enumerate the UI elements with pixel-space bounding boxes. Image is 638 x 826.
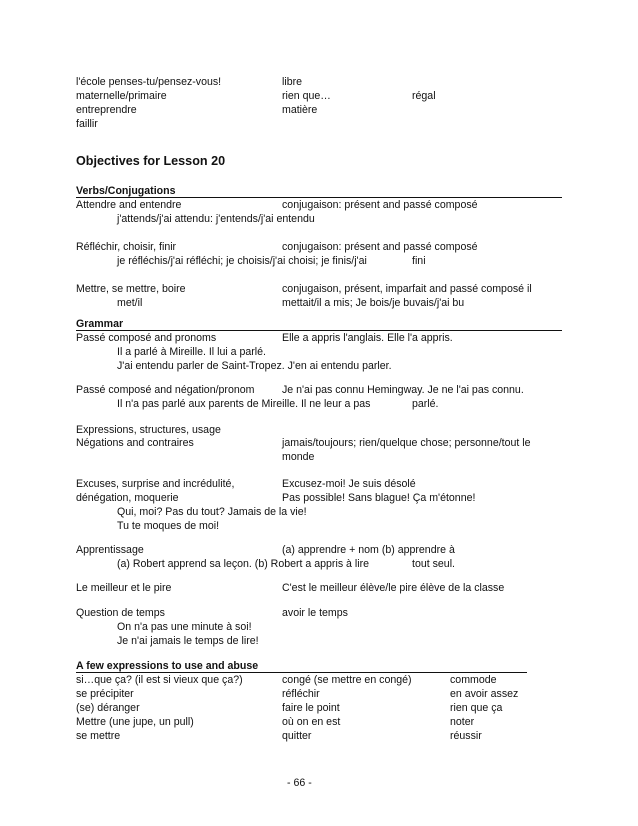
vocab-col1-r4: faillir [76,118,98,130]
verb-2-example-end: fini [412,255,426,267]
grammar-5-topic-2: dénégation, moquerie [76,492,179,504]
grammar-2-topic: Passé composé and négation/pronom [76,384,255,396]
grammar-6-detail: (a) apprendre + nom (b) apprendre à [282,544,455,556]
expression-col1: se mettre [76,730,121,742]
grammar-1-example-2: J'ai entendu parler de Saint-Tropez. J'en ai entendu parler. [117,360,392,372]
vocab-col2-r1: libre [282,76,303,88]
expressions-heading-rule [76,672,527,673]
expression-col3: réussir [450,730,482,742]
grammar-1-detail: Elle a appris l'anglais. Elle l'a appris. [282,332,453,344]
grammar-2-detail: Je n'ai pas connu Hemingway. Je ne l'ai pas connu. [282,384,524,396]
vocab-col1-r1: l'école penses-tu/pensez-vous! [76,76,222,88]
vocab-col2-r2: rien que… [282,90,331,102]
grammar-6-example-end: tout seul. [412,558,455,570]
verb-3-example-end: mettait/il a mis; Je bois/je buvais/j'ai bu [282,297,465,309]
expression-col1: si…que ça? (il est si vieux que ça?) [76,674,243,686]
verbs-heading: Verbs/Conjugations [76,185,176,197]
verb-2-detail: conjugaison: présent and passé composé [282,241,478,253]
grammar-2-example-end: parlé. [412,398,439,410]
grammar-1-example-1: Il a parlé à Mireille. Il lui a parlé. [117,346,266,358]
expression-col1: se précipiter [76,688,134,700]
verb-1-example: j'attends/j'ai attendu: j'entends/j'ai entendu [117,213,315,225]
vocab-col1-r3: entreprendre [76,104,137,116]
expressions-heading: A few expressions to use and abuse [76,660,259,672]
grammar-7-detail: C'est le meilleur élève/le pire élève de la classe [282,582,505,594]
expression-col1: Mettre (une jupe, un pull) [76,716,194,728]
expression-col2: où on en est [282,716,341,728]
grammar-8-example-1: On n'a pas une minute à soi! [117,621,252,633]
grammar-3-topic: Expressions, structures, usage [76,424,221,436]
grammar-5-example-1: Qui, moi? Pas du tout? Jamais de la vie! [117,506,307,518]
grammar-6-example: (a) Robert apprend sa leçon. (b) Robert a appris à lire [117,558,370,570]
expression-col2: faire le point [282,702,340,714]
verb-3-topic: Mettre, se mettre, boire [76,283,186,295]
vocab-col1-r2: maternelle/primaire [76,90,167,102]
verb-3-example: met/il [117,297,143,309]
expression-col3: commode [450,674,497,686]
grammar-4-topic: Négations and contraires [76,437,194,449]
grammar-5-example-2: Tu te moques de moi! [117,520,220,532]
grammar-5-detail-1: Excusez-moi! Je suis désolé [282,478,416,490]
expression-col2: réfléchir [282,688,320,700]
grammar-4-detail-2: monde [282,451,315,463]
verb-3-detail: conjugaison, présent, imparfait and passé composé il [282,283,532,295]
vocab-col2-r3: matière [282,104,318,116]
grammar-5-detail-2: Pas possible! Sans blague! Ça m'étonne! [282,492,476,504]
expression-col3: en avoir assez [450,688,519,700]
verb-2-topic: Réfléchir, choisir, finir [76,241,177,253]
grammar-1-topic: Passé composé and pronoms [76,332,217,344]
verb-1-detail: conjugaison: présent and passé composé [282,199,478,211]
objectives-title: Objectives for Lesson 20 [76,154,226,168]
verbs-heading-rule [76,197,562,198]
grammar-6-topic: Apprentissage [76,544,144,556]
grammar-heading-rule [76,330,562,331]
page-number: - 66 - [287,777,312,789]
expression-col2: congé (se mettre en congé) [282,674,412,686]
grammar-heading: Grammar [76,318,124,330]
expression-col1: (se) déranger [76,702,140,714]
grammar-8-topic: Question de temps [76,607,165,619]
expression-col3: rien que ça [450,702,503,714]
vocab-col3-r2: régal [412,90,436,102]
grammar-7-topic: Le meilleur et le pire [76,582,172,594]
grammar-8-detail: avoir le temps [282,607,348,619]
grammar-4-detail-1: jamais/toujours; rien/quelque chose; personne/tout le [282,437,531,449]
grammar-2-example: Il n'a pas parlé aux parents de Mireille. Il ne leur a pas [117,398,371,410]
expression-col2: quitter [282,730,312,742]
grammar-5-topic-1: Excuses, surprise and incrédulité, [76,478,235,490]
verb-2-example: je réfléchis/j'ai réfléchi; je choisis/j'ai choisi; je finis/j'ai [117,255,367,267]
expression-col3: noter [450,716,475,728]
grammar-8-example-2: Je n'ai jamais le temps de lire! [117,635,259,647]
verb-1-topic: Attendre and entendre [76,199,182,211]
